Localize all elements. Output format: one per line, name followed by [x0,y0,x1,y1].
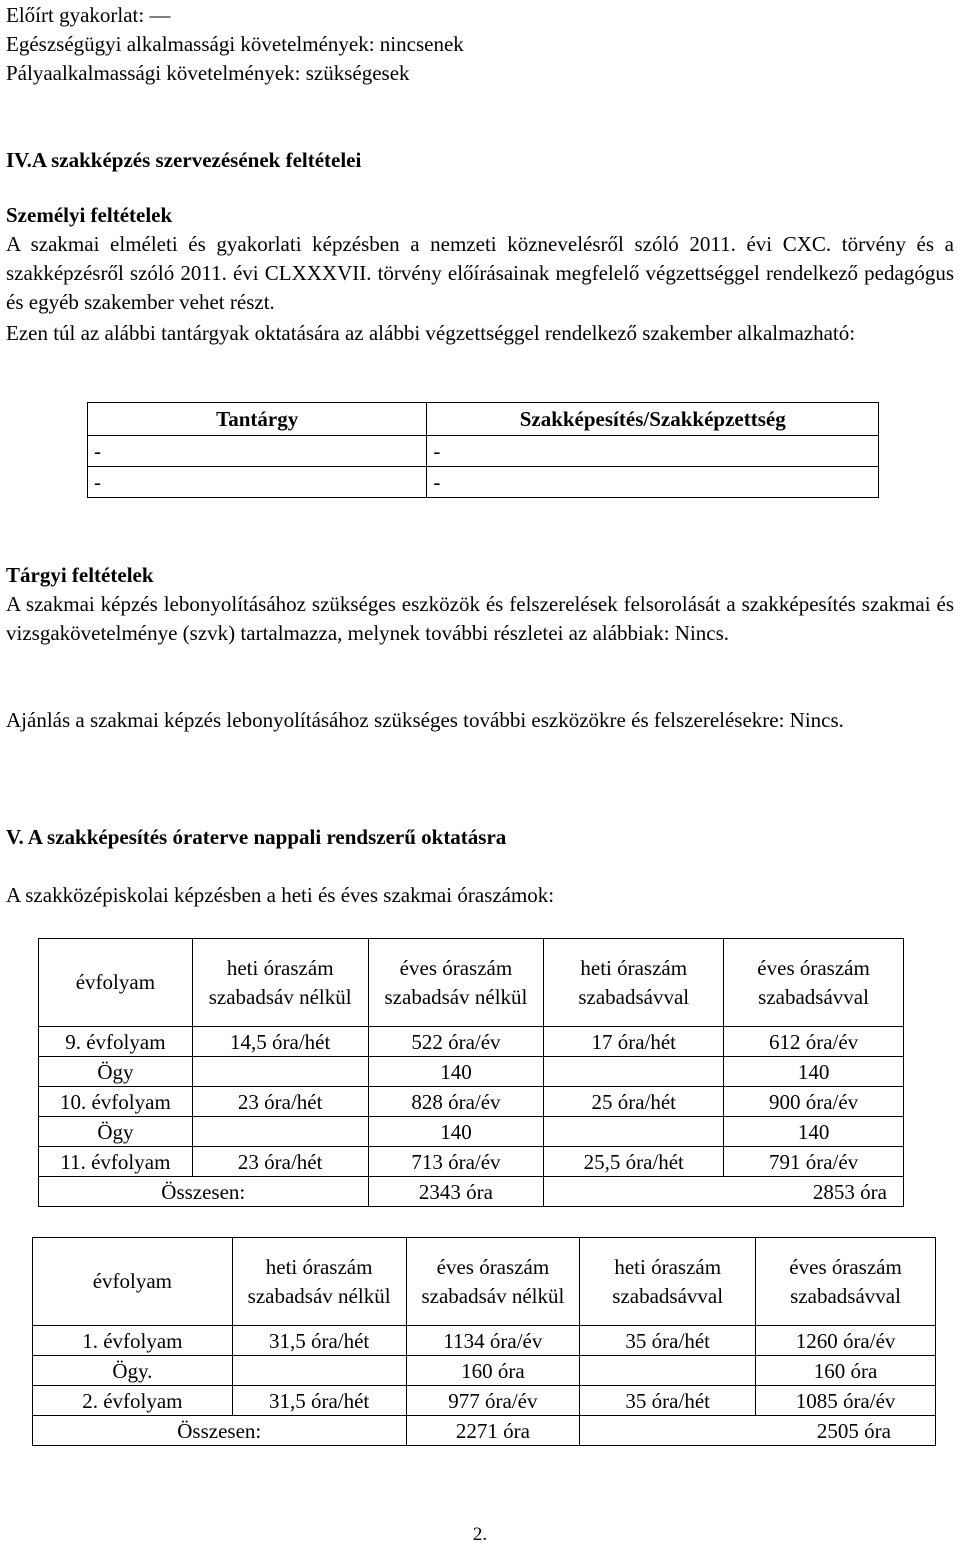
grade-cell: 2. évfolyam [33,1386,233,1416]
subject-cell: - [88,436,427,467]
personal-conditions-paragraph: A szakmai elméleti és gyakorlati képzésben a nemzeti köznevelésről szóló 2011. évi CXC. törvény és a szakképzésről szóló 2011. évi CLXXXVII. törvény előírásainak megfelelő végzettséggel rendelkező pedagógus és egyéb szakember vehet részt. [6,232,954,314]
yearly-with-cell: 900 óra/év [724,1087,904,1117]
header-weekly-without: heti óraszám szabadsáv nélkül [192,939,368,1027]
qualification-header: Szakképesítés/Szakképzettség [427,403,879,436]
grade-cell: 10. évfolyam [39,1087,193,1117]
weekly-without-cell [232,1356,406,1386]
weekly-with-cell: 25,5 óra/hét [544,1147,724,1177]
career-requirements-line: Pályaalkalmassági követelmények: szükségesek [6,61,410,85]
grade-cell: 11. évfolyam [39,1147,193,1177]
table-row [88,467,879,498]
table-header-row [39,939,904,1027]
yearly-with-cell: 140 [724,1057,904,1087]
table-header-row [33,1238,936,1326]
page-number: 2. [472,1524,488,1545]
grade-cell: 9. évfolyam [39,1027,193,1057]
section-v-heading: V. A szakképesítés óraterve nappali rendszerű oktatásra [6,825,507,849]
total-yearly-with: 2505 óra [580,1416,936,1446]
yearly-without-cell: 977 óra/év [406,1386,580,1416]
personal-conditions-heading: Személyi feltételek [6,203,173,227]
weekly-with-cell: 25 óra/hét [544,1087,724,1117]
yearly-without-cell: 522 óra/év [368,1027,544,1057]
weekly-without-cell: 31,5 óra/hét [232,1386,406,1416]
yearly-without-cell: 140 [368,1057,544,1087]
header-weekly-without: heti óraszám szabadsáv nélkül [232,1238,406,1326]
yearly-with-cell: 160 óra [756,1356,936,1386]
hours-intro: A szakközépiskolai képzésben a heti és éves szakmai óraszámok: [6,883,555,907]
table2-body [33,1326,936,1416]
header-grade: évfolyam [33,1238,233,1326]
weekly-with-cell [544,1117,724,1147]
total-label: Összesen: [39,1177,369,1207]
grade-cell: 1. évfolyam [33,1326,233,1356]
header-weekly-with: heti óraszám szabadsávval [544,939,724,1027]
material-conditions-heading: Tárgyi feltételek [6,563,154,587]
weekly-without-cell [192,1057,368,1087]
subject-qualification-table [87,402,879,498]
table-total-row [39,1177,904,1207]
recommendation-paragraph: Ajánlás a szakmai képzés lebonyolításához szükséges további eszközökre és felszerelésekre: Nincs. [6,708,844,732]
yearly-without-cell: 140 [368,1117,544,1147]
personal-conditions [6,201,954,317]
section-iv-heading: IV.A szakképzés szervezésének feltételei [6,148,362,172]
material-conditions-paragraph: A szakmai képzés lebonyolításához szükséges eszközök és felszerelések felsorolását a szakképesítés szakmai és vizsgakövetelménye (szvk) tartalmazza, melynek további részletei az alábbiak: Nincs. [6,592,954,645]
header-yearly-with: éves óraszám szabadsávval [724,939,904,1027]
subject-header: Tantárgy [88,403,427,436]
header-yearly-without: éves óraszám szabadsáv nélkül [368,939,544,1027]
requirements-block [6,1,954,88]
health-requirements-line: Egészségügyi alkalmassági követelmények: nincsenek [6,32,464,56]
material-conditions [6,561,954,648]
total-yearly-with: 2853 óra [544,1177,904,1207]
weekly-without-cell: 23 óra/hét [192,1087,368,1117]
table-row [33,1326,936,1356]
extra-staff-paragraph: Ezen túl az alábbi tantárgyak oktatására az alábbi végzettséggel rendelkező szakember alkalmazható: [6,321,856,345]
table-total-row [33,1416,936,1446]
qualification-cell: - [427,436,879,467]
table-row [33,1386,936,1416]
table-row [39,1117,904,1147]
table-row [39,1057,904,1087]
header-grade: évfolyam [39,939,193,1027]
yearly-without-cell: 713 óra/év [368,1147,544,1177]
yearly-without-cell: 1134 óra/év [406,1326,580,1356]
subject-cell: - [88,467,427,498]
weekly-with-cell: 17 óra/hét [544,1027,724,1057]
weekly-with-cell [544,1057,724,1087]
yearly-with-cell: 140 [724,1117,904,1147]
total-yearly-without: 2343 óra [368,1177,544,1207]
qualification-cell: - [427,467,879,498]
weekly-without-cell: 31,5 óra/hét [232,1326,406,1356]
header-weekly-with: heti óraszám szabadsávval [580,1238,756,1326]
yearly-without-cell: 828 óra/év [368,1087,544,1117]
table-row [88,436,879,467]
hours-table-secondary [38,938,904,1207]
weekly-without-cell: 23 óra/hét [192,1147,368,1177]
table-row [39,1147,904,1177]
yearly-with-cell: 1085 óra/év [756,1386,936,1416]
weekly-with-cell: 35 óra/hét [580,1386,756,1416]
grade-cell: Ögy [39,1057,193,1087]
total-label: Összesen: [33,1416,407,1446]
weekly-without-cell: 14,5 óra/hét [192,1027,368,1057]
weekly-without-cell [192,1117,368,1147]
table-row [39,1027,904,1057]
grade-cell: Ögy. [33,1356,233,1386]
header-yearly-with: éves óraszám szabadsávval [756,1238,936,1326]
weekly-with-cell [580,1356,756,1386]
yearly-without-cell: 160 óra [406,1356,580,1386]
total-yearly-without: 2271 óra [406,1416,580,1446]
grade-cell: Ögy [39,1117,193,1147]
table1-body [39,1027,904,1177]
table-row [33,1356,936,1386]
yearly-with-cell: 791 óra/év [724,1147,904,1177]
weekly-with-cell: 35 óra/hét [580,1326,756,1356]
table-header-row [88,403,879,436]
yearly-with-cell: 1260 óra/év [756,1326,936,1356]
header-yearly-without: éves óraszám szabadsáv nélkül [406,1238,580,1326]
hours-table-vocational [32,1237,936,1446]
table-row [39,1087,904,1117]
practice-line: Előírt gyakorlat: — [6,3,171,27]
yearly-with-cell: 612 óra/év [724,1027,904,1057]
